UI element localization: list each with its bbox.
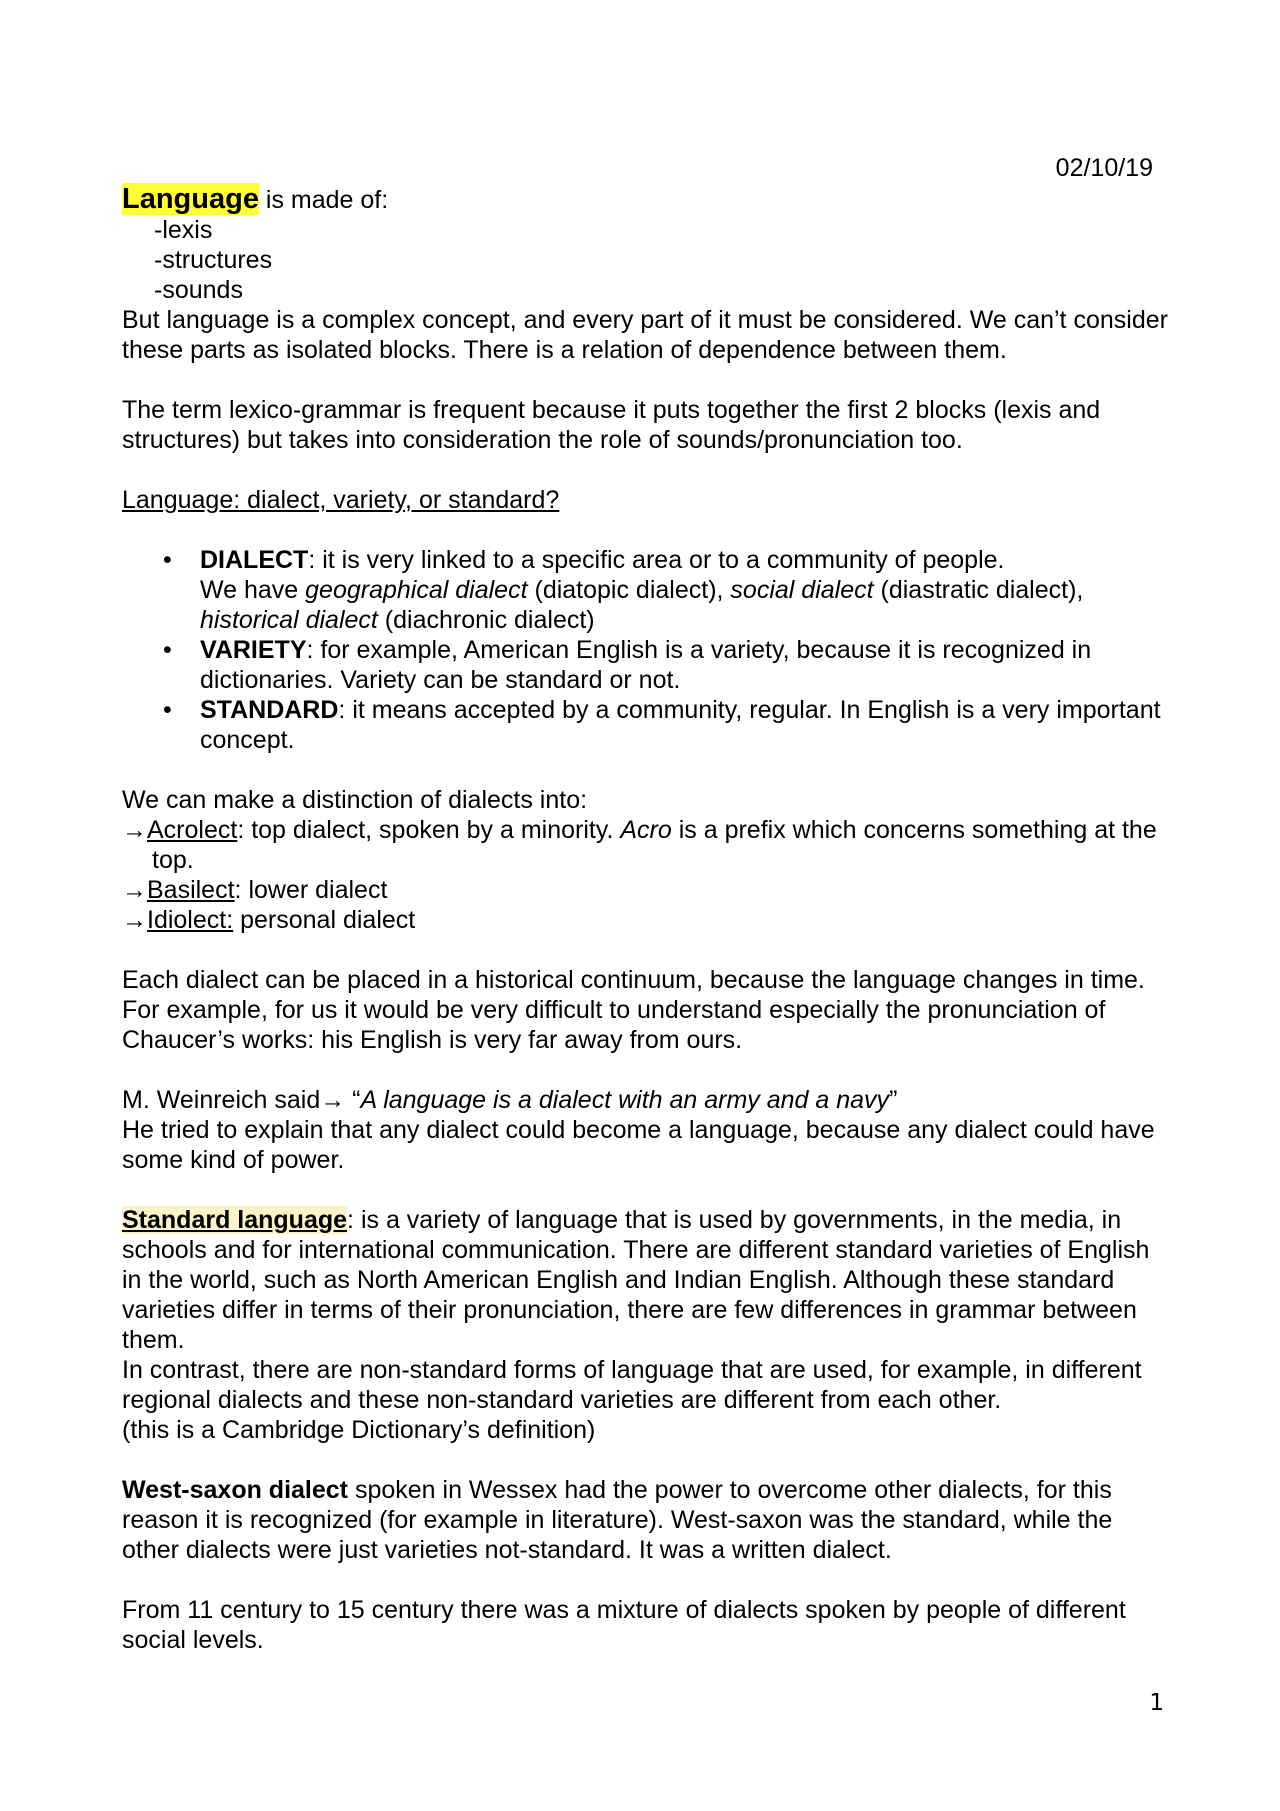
- arrow-icon: →: [122, 876, 147, 904]
- paragraph-continuum: Each dialect can be placed in a historical continuum, because the language changes in time. For example, for us it would be very difficult to understand especially the pronunciation of Chaucer’s works: his English is very far away from ours.: [122, 966, 1145, 1054]
- page-number: 1: [1149, 1690, 1164, 1716]
- list-item: -structures: [154, 246, 273, 274]
- basilect-line: →Basilect: lower dialect: [122, 876, 388, 904]
- standard-language-contrast: In contrast, there are non-standard forms of language that are used, for example, in different regional dialects and these non-standard varieties are different from each other.: [122, 1356, 1142, 1414]
- standard-term: STANDARD: [200, 696, 339, 724]
- dialect-term: DIALECT: [200, 546, 309, 574]
- section-heading: Language: dialect, variety, or standard?: [122, 486, 560, 514]
- geographical-dialect: geographical dialect: [305, 576, 528, 604]
- arrow-icon: →: [122, 906, 147, 934]
- west-saxon-paragraph: West-saxon dialect spoken in Wessex had the power to overcome other dialects, for this reason it is recognized (for example in literature). West-saxon was the standard, while the other dialects were just varieties not-standard. It was a written dialect.: [122, 1476, 1113, 1564]
- west-saxon-term: West-saxon dialect: [122, 1476, 349, 1504]
- components-list: [122, 215, 1172, 305]
- bullet-dialect: • DIALECT: it is very linked to a specific area or to a community of people. We have geographical dialect (diatopic dialect), social dialect (diastratic dialect), historical dialect (diachronic dialect): [122, 545, 1172, 635]
- paragraph-complexity: But language is a complex concept, and every part of it must be considered. We can’t consider these parts as isolated blocks. There is a relation of dependence between them.: [122, 306, 1168, 364]
- weinreich-quote: A language is a dialect with an army and a navy: [360, 1086, 890, 1114]
- bullet-variety: • VARIETY: for example, American English is a variety, because it is recognized in dictionaries. Variety can be standard or not.: [122, 635, 1172, 695]
- intro-rest: is made of:: [258, 186, 389, 214]
- standard-language-term: Standard language: [122, 1206, 348, 1234]
- paragraph-mixture: From 11 century to 15 century there was a mixture of dialects spoken by people of different social levels.: [122, 1596, 1126, 1654]
- language-term-highlight: Language: [122, 183, 259, 215]
- definition-bullets: [122, 545, 1172, 755]
- variety-term: VARIETY: [200, 636, 307, 664]
- intro-line: [122, 184, 1172, 215]
- historical-dialect: historical dialect: [200, 606, 378, 634]
- acrolect-line: →Acrolect: top dialect, spoken by a minority. Acro is a prefix which concerns something at the top.: [122, 816, 1157, 874]
- paragraph-lexico-grammar: The term lexico-grammar is frequent because it puts together the first 2 blocks (lexis and structures) but takes into consideration the role of sounds/pronunciation too.: [122, 396, 1101, 454]
- standard-language-source: (this is a Cambridge Dictionary’s definition): [122, 1416, 596, 1444]
- bullet-standard: • STANDARD: it means accepted by a community, regular. In English is a very important concept.: [122, 695, 1172, 755]
- arrow-icon: →: [320, 1086, 346, 1114]
- weinreich-quote-line: M. Weinreich said→ “A language is a dialect with an army and a navy”: [122, 1086, 898, 1114]
- arrow-icon: →: [122, 816, 147, 844]
- distinction-lead: We can make a distinction of dialects into:: [122, 786, 588, 814]
- standard-language-paragraph: Standard language: is a variety of language that is used by governments, in the media, in schools and for international communication. There are different standard varieties of English in the world, such as North American English and Indian English. Although these standard varieties differ in terms of their pronunciation, there are few differences in grammar between them.: [122, 1206, 1150, 1354]
- weinreich-explanation: He tried to explain that any dialect could become a language, because any dialect could have some kind of power.: [122, 1116, 1155, 1174]
- idiolect-line: →Idiolect: personal dialect: [122, 906, 416, 934]
- list-item: -sounds: [154, 276, 243, 304]
- social-dialect: social dialect: [730, 576, 874, 604]
- document-body: [122, 184, 1172, 1655]
- list-item: -lexis: [154, 216, 213, 244]
- date: 02/10/19: [1055, 154, 1153, 182]
